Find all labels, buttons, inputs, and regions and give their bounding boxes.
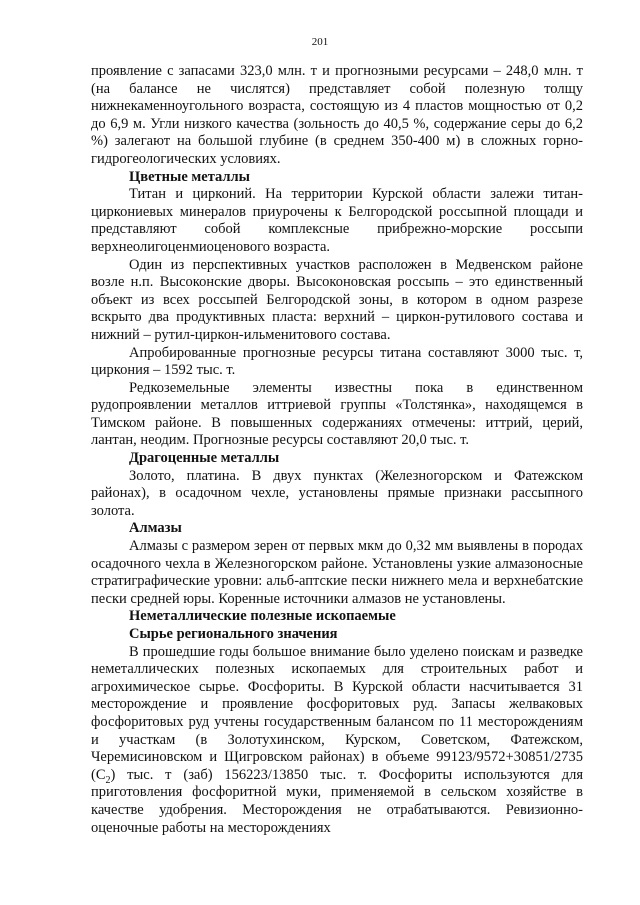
page-body [91,63,583,837]
heading-precious-metals: Драгоценные металлы [129,450,280,467]
phosphorites-text-part2: ) тыс. т (заб) 156223/13850 тыс. т. Фосфориты используются для приготовления фосфоритной муки, применяемой в сельском хозяйстве в качестве удобрения. Месторождения не отрабатываются. Ревизионно-оценочные работы на месторождениях [91,766,583,836]
paragraph-titanium-zirconium: Титан и цирконий. На территории Курской области залежи титан-циркониевых минералов приурочены к Белгородской россыпной площади и представляют собой комплексные прибрежно-морские россыпи верхнеолигоценмиоценового возраста. [91,186,583,255]
heading-nonferrous-metals: Цветные металлы [129,168,250,185]
heading-regional-raw-materials: Сырье регионального значения [129,626,338,642]
paragraph-rare-earth: Редкоземельные элементы известны пока в единственном рудопроявлении металлов иттриевой группы «Толстянка», находящемся в Тимском районе. В повышенных содержаниях отмечены: иттрий, церий, лантан, неодим. Прогнозные ресурсы составляют 20,0 тыс. т. [91,379,583,449]
category-subscript: 2 [105,774,111,786]
paragraph-vysokonovskaya-placer: Один из перспективных участков расположен в Медвенском районе возле н.п. Высоконские дворы. Высоконовская россыпь – это единственный объект из всех россыпей Белгородской зоны, в котором в одном разрезе вскрыто два продуктивных пласта: верхний – циркон-рутилового состава и нижний – рутил-циркон-ильменитового состава. [91,256,583,343]
page-number: 201 [311,36,329,48]
heading-diamonds: Алмазы [129,520,182,537]
paragraph-approved-resources: Апробированные прогнозные ресурсы титана составляют 3000 тыс. т, циркония – 1592 тыс. т. [91,344,583,379]
paragraph-phosphorites [91,644,583,838]
paragraph-coal-continuation: проявление с запасами 323,0 млн. т и прогнозными ресурсами – 248,0 млн. т (на балансе не числятся) представляет собой полезную толщу нижнекаменноугольного возраста, состоящую из 4 пластов мощностью от 0,2 до 6,9 м. Угли низкого качества (зольность до 40,5 %, содержание серы до 6,2 %) залегают на большой глубине (в среднем 350-400 м) в сложных горно-гидрогеологических условиях. [91,63,583,167]
heading-nonmetallic-minerals: Неметаллические полезные ископаемые [129,608,396,625]
phosphorites-text-part1: В прошедшие годы большое внимание было уделено поискам и разведке неметаллических полезных ископаемых для строительных работ и агрохимическое сырье. Фосфориты. В Курской области насчитывается 31 месторождение и проявление фосфоритовых руд. Запасы желваковых фосфоритовых руд учтены государственным балансом по 11 месторождениям и участкам (в Золотухинском, Курском, Советском, Фатежском, Черемисиновском и Щигровском районах) в объеме 99123/9572+30851/2735 (С [91,643,583,783]
paragraph-gold-platinum: Золото, платина. В двух пунктах (Железногорском и Фатежском районах), в осадочном чехле, установлены прямые признаки рассыпного золота. [91,467,583,519]
paragraph-diamonds: Алмазы с размером зерен от первых мкм до 0,32 мм выявлены в породах осадочного чехла в Железногорском районе. Установлены узкие алмазоносные стратиграфические уровни: альб-аптские пески нижнего мела и верхнебатские пески средней юры. Коренные источники алмазов не установлены. [91,538,583,607]
